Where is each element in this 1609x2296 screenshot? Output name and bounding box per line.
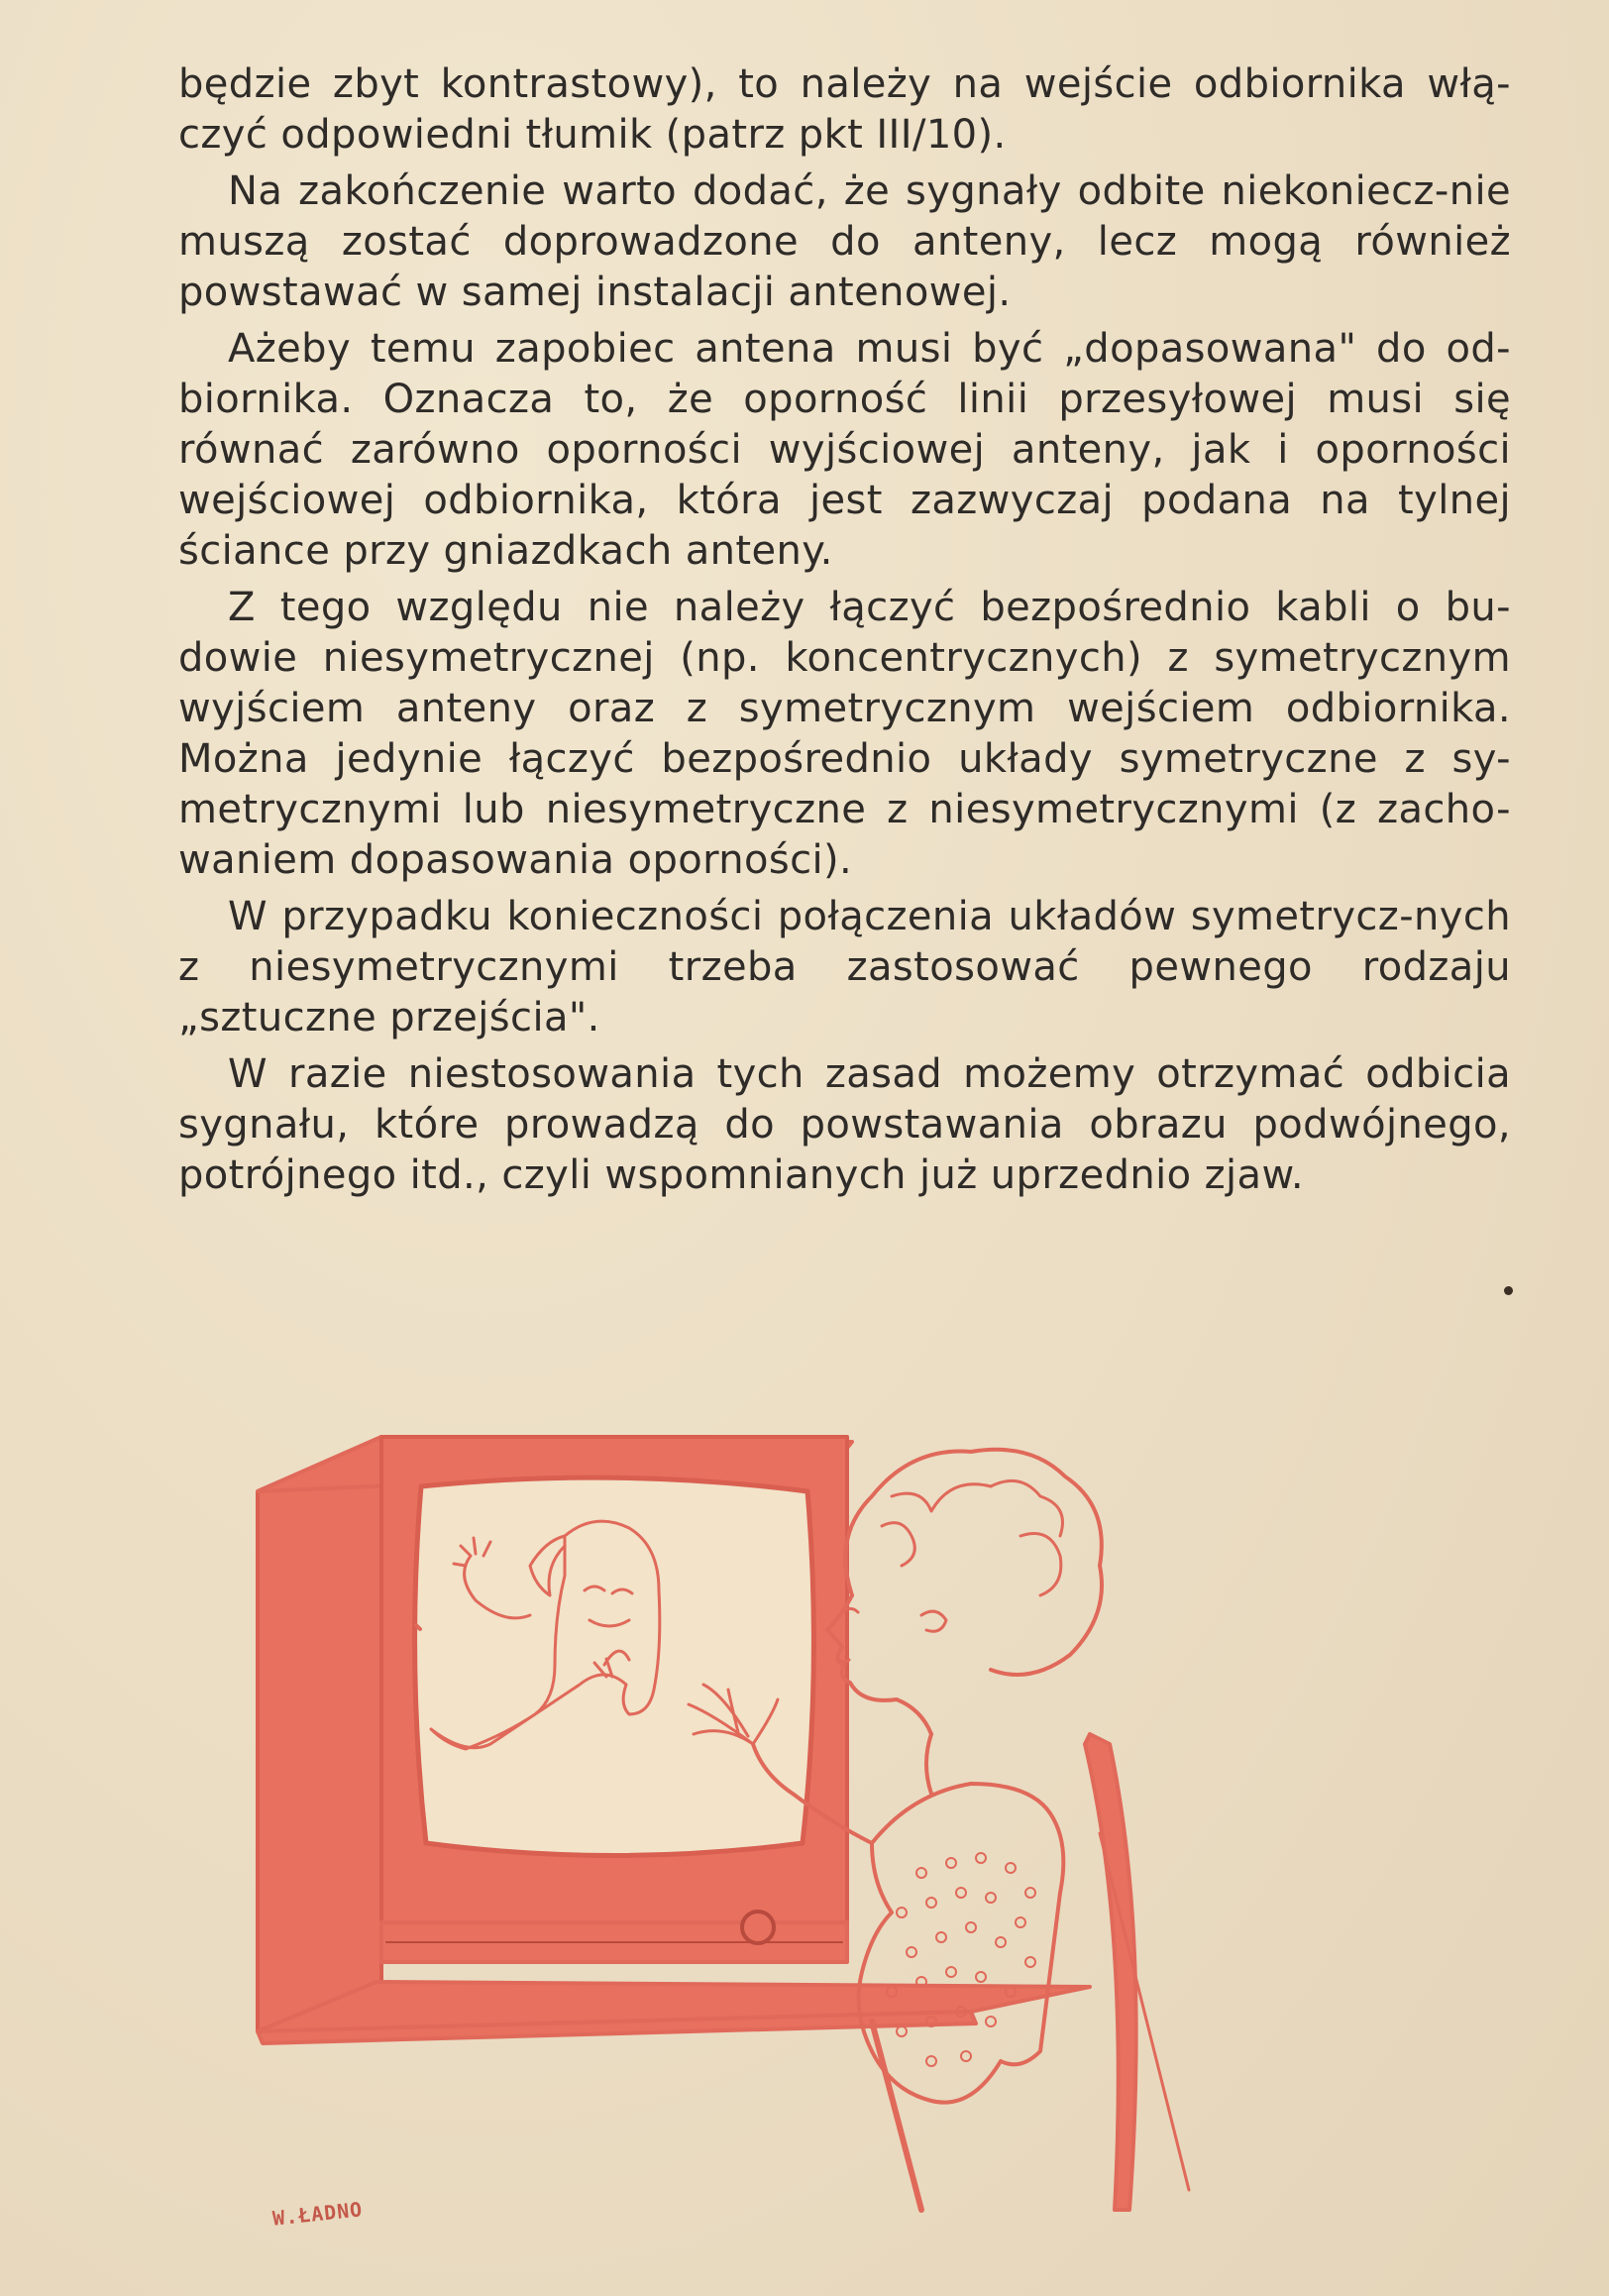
paragraph-1: będzie zbyt kontrastowy), to należy na wejście odbiornika włą-czyć odpowiedni tłumik (patrz pkt III/10).	[178, 61, 1511, 158]
chair	[1085, 1734, 1136, 2210]
paragraph-5: W przypadku konieczności połączenia układów symetrycz-nych z niesymetrycznymi trzeba zastosować pewnego rodzaju „sztuczne przejścia".	[178, 894, 1511, 1040]
paragraph-4: Z tego względu nie należy łączyć bezpośrednio kabli o bu-dowie niesymetrycznej (np. koncentrycznych) z symetrycznym wyjściem anteny oraz z symetrycznym wejściem odbiornika. Można jedynie łączyć bezpośrednio układy symetryczne z sy-metrycznymi lub niesymetryczne z niesymetrycznymi (z zacho-waniem dopasowania oporności).	[178, 585, 1511, 883]
paragraph-3: Ażeby temu zapobiec antena musi być „dopasowana" do od-biornika. Oznacza to, że oporność linii przesyłowej musi się równać zarówno oporności wyjściowej anteny, jak i oporności wejściowej odbiornika, która jest zazwyczaj podana na tylnej ściance przy gniazdkach anteny.	[178, 326, 1511, 574]
tv-screen	[415, 1477, 814, 1855]
tv-side	[258, 1437, 381, 2031]
paragraph-6: W razie niestosowania tych zasad możemy otrzymać odbicia sygnału, które prowadzą do powstawania obrazu podwójnego, potrójnego itd., czyli wspomnianych już uprzednio zjaw.	[178, 1051, 1511, 1198]
paragraph-2: Na zakończenie warto dodać, że sygnały odbite niekoniecz-nie muszą zostać doprowadzone do anteny, lecz mogą również powstawać w samej instalacji antenowej.	[178, 168, 1511, 315]
tv-knob	[742, 1912, 774, 1943]
body-text	[178, 59, 1511, 1207]
artist-signature: W.ŁADNO	[270, 2197, 365, 2231]
ink-speck	[1504, 1286, 1513, 1295]
ghost-tv-illustration	[238, 1417, 1506, 2269]
table-leg	[872, 2022, 921, 2210]
